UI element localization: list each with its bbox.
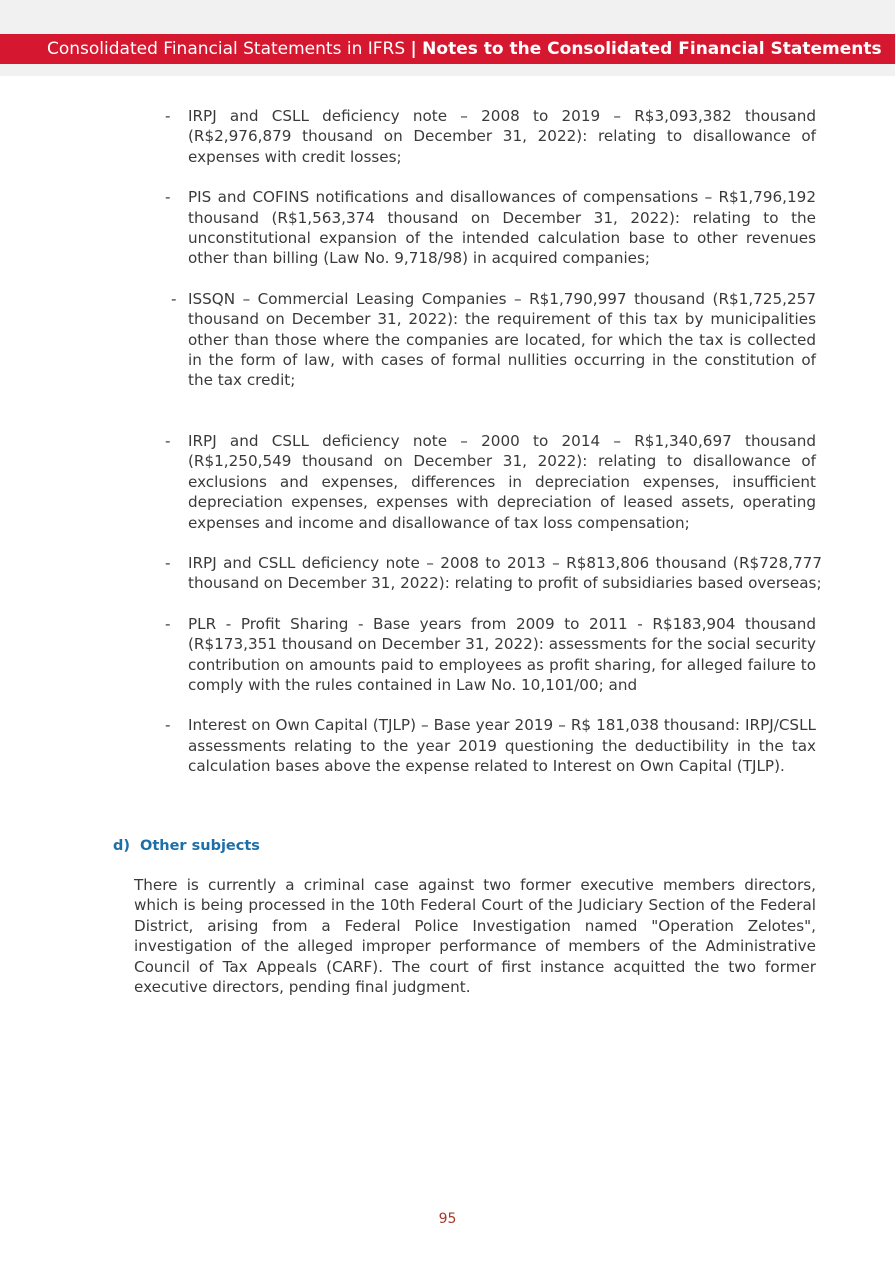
bullet-dash: - [171, 289, 177, 308]
list-item-text: PIS and COFINS notifications and disallowances of compensations – R$1,796,192 thousand (R$1,563,374 thousand on December 31, 2022): relating to the unconstitutional expansion of the intended calculation base to other revenues other than billing (Law No. 9,718/98) in acquired companies; [188, 188, 816, 268]
list-item-text: PLR - Profit Sharing - Base years from 2009 to 2011 - R$183,904 thousand (R$173,351 thousand on December 31, 2022): assessments for the social security contribution on amounts paid to employees as profit sharing, for alleged failure to comply with the rules contained in Law No. 10,101/00; and [188, 614, 816, 694]
header-separator: | [410, 39, 417, 59]
section-title: Other subjects [140, 838, 260, 854]
list-item [171, 289, 816, 391]
bullet-dash: - [165, 107, 171, 125]
bullet-dash: - [165, 553, 171, 572]
list-item [165, 614, 816, 696]
list-item-text: IRPJ and CSLL deficiency note – 2008 to 2013 – R$813,806 thousand (R$728,777 thousand on December 31, 2022): relating to profit of subsidiaries based overseas; [188, 553, 822, 593]
list-item [165, 431, 816, 533]
header-under-band [0, 64, 895, 76]
bullet-dash: - [165, 431, 171, 450]
bullet-dash: - [165, 188, 171, 207]
contingency-list [0, 106, 895, 777]
list-item [165, 553, 822, 594]
section-letter: d) [113, 838, 131, 854]
header-title-regular: Consolidated Financial Statements in IFRS [47, 39, 406, 59]
list-item [165, 715, 816, 776]
list-item-text: IRPJ and CSLL deficiency note – 2000 to 2014 – R$1,340,697 thousand (R$1,250,549 thousand on December 31, 2022): relating to disallowance of exclusions and expenses, differences in depreciation expenses, insufficient depreciation expenses, expenses with depreciation of leased assets, operating expenses and income and disallowance of tax loss compensation; [188, 431, 816, 532]
page-number: 95 [438, 1211, 457, 1227]
list-item-text: IRPJ and CSLL deficiency note – 2008 to 2019 – R$3,093,382 thousand (R$2,976,879 thousand on December 31, 2022): relating to disallowance of expenses with credit losses; [188, 107, 816, 166]
list-item [165, 106, 816, 167]
page-header [0, 34, 895, 64]
section-heading [113, 838, 260, 854]
list-item-text: Interest on Own Capital (TJLP) – Base year 2019 – R$ 181,038 thousand: IRPJ/CSLL assessments relating to the year 2019 questioning the deductibility in the tax calculation bases above the expense related to Interest on Own Capital (TJLP). [188, 716, 816, 776]
bullet-dash: - [165, 716, 171, 735]
list-item-text: ISSQN – Commercial Leasing Companies – R$1,790,997 thousand (R$1,725,257 thousand on December 31, 2022): the requirement of this tax by municipalities other than those where the companies are located, for which the tax is collected in the form of law, with cases of formal nullities occurring in the constitution of the tax credit; [188, 289, 816, 390]
top-band [0, 0, 895, 34]
bullet-dash: - [165, 614, 171, 633]
section-paragraph: There is currently a criminal case against two former executive members directors, which is being processed in the 10th Federal Court of the Judiciary Section of the Federal District, arising from a Federal Police Investigation named "Operation Zelotes", investigation of the alleged improper performance of members of the Administrative Council of Tax Appeals (CARF). The court of first instance acquitted the two former executive directors, pending final judgment. [134, 876, 816, 997]
header-title-bold: Notes to the Consolidated Financial Statements [422, 39, 882, 59]
list-item [165, 187, 816, 269]
